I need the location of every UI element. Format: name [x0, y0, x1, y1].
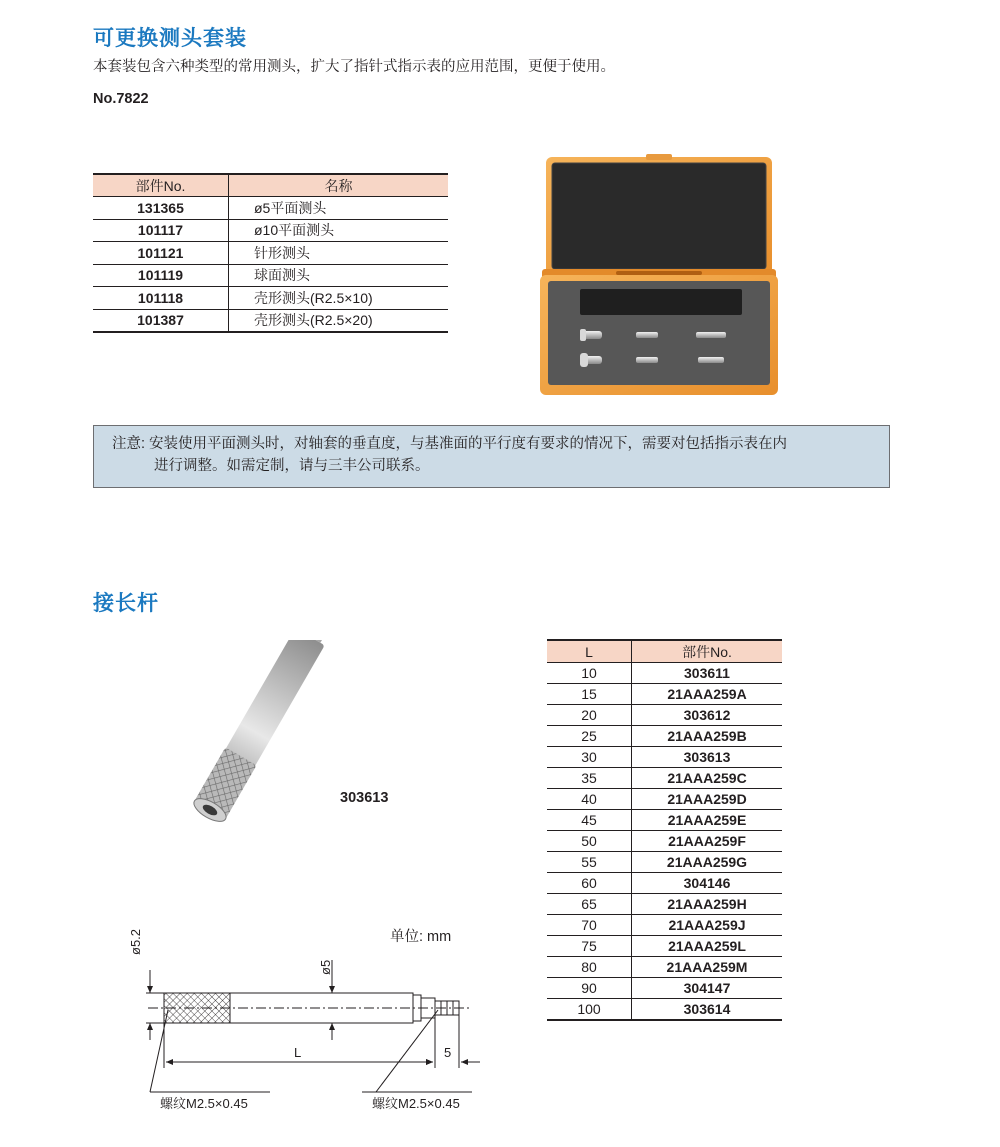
table-row: [547, 768, 782, 789]
table-row: [547, 957, 782, 978]
table-row: [547, 789, 782, 810]
part-number: 21AAA259J: [632, 915, 783, 936]
section-title-extension-rod: 接长杆: [93, 592, 159, 615]
part-number: 101119: [93, 264, 229, 287]
extension-rod-image: [170, 640, 430, 840]
table-row: [93, 197, 448, 220]
part-name: 壳形测头(R2.5×20): [229, 309, 449, 332]
length-value: 20: [547, 705, 632, 726]
table-row: [547, 873, 782, 894]
table-row: [547, 894, 782, 915]
part-number: 21AAA259A: [632, 684, 783, 705]
part-number: 21AAA259F: [632, 831, 783, 852]
part-number: 21AAA259E: [632, 810, 783, 831]
column-header-length: L: [547, 640, 632, 663]
table-row: [547, 684, 782, 705]
section-title-probe-set: 可更换测头套装: [93, 27, 247, 50]
length-value: 40: [547, 789, 632, 810]
unit-label: 单位: mm: [390, 929, 452, 945]
part-name: 球面测头: [229, 264, 449, 287]
length-value: 15: [547, 684, 632, 705]
extension-rod-table: [547, 639, 782, 1021]
length-value: 30: [547, 747, 632, 768]
length-value: 80: [547, 957, 632, 978]
part-number: 21AAA259D: [632, 789, 783, 810]
part-name: ø5平面测头: [229, 197, 449, 220]
length-value: 60: [547, 873, 632, 894]
part-number: 101117: [93, 219, 229, 242]
table-row: [547, 999, 782, 1021]
dimension-length: L: [294, 1045, 302, 1060]
table-row: [93, 264, 448, 287]
table-row: [547, 978, 782, 999]
part-number: 21AAA259M: [632, 957, 783, 978]
table-row: [547, 810, 782, 831]
table-row: [547, 852, 782, 873]
part-number: 131365: [93, 197, 229, 220]
part-number: 304146: [632, 873, 783, 894]
part-number: 21AAA259B: [632, 726, 783, 747]
part-number: 303614: [632, 999, 783, 1021]
part-name: 壳形测头(R2.5×10): [229, 287, 449, 310]
part-number: 21AAA259C: [632, 768, 783, 789]
length-value: 70: [547, 915, 632, 936]
length-value: 100: [547, 999, 632, 1021]
length-value: 75: [547, 936, 632, 957]
table-row: [93, 219, 448, 242]
length-value: 55: [547, 852, 632, 873]
length-value: 25: [547, 726, 632, 747]
length-value: 90: [547, 978, 632, 999]
part-number: 303612: [632, 705, 783, 726]
dimension-dia-left: ø5.2: [128, 928, 143, 955]
probe-parts-table: [93, 173, 448, 333]
part-number: 21AAA259G: [632, 852, 783, 873]
part-name: ø10平面测头: [229, 219, 449, 242]
part-number: 101118: [93, 287, 229, 310]
table-row: [93, 309, 448, 332]
part-number: 21AAA259H: [632, 894, 783, 915]
dimension-thread-length: 5: [444, 1045, 452, 1060]
table-row: [93, 287, 448, 310]
length-value: 45: [547, 810, 632, 831]
note-line-2: 进行调整。如需定制，请与三丰公司联系。: [154, 458, 430, 474]
part-number: 21AAA259L: [632, 936, 783, 957]
table-row: [547, 663, 782, 684]
part-number: 303611: [632, 663, 783, 684]
thread-spec-right: 螺纹M2.5×0.45: [372, 1096, 460, 1111]
table-row: [93, 242, 448, 265]
table-row: [547, 915, 782, 936]
probe-set-case-image: [536, 153, 782, 399]
part-number: 101387: [93, 309, 229, 332]
column-header-part-no: 部件No.: [632, 640, 783, 663]
length-value: 65: [547, 894, 632, 915]
part-number: 303613: [632, 747, 783, 768]
part-number: 101121: [93, 242, 229, 265]
table-row: [547, 831, 782, 852]
column-header-name: 名称: [229, 174, 449, 197]
table-row: [547, 705, 782, 726]
length-value: 35: [547, 768, 632, 789]
photo-part-label: 303613: [340, 790, 389, 806]
table-row: [547, 936, 782, 957]
part-number: 304147: [632, 978, 783, 999]
thread-spec-left: 螺纹M2.5×0.45: [160, 1096, 248, 1111]
length-value: 10: [547, 663, 632, 684]
dimension-dia-mid: ø5: [318, 959, 333, 975]
part-name: 针形测头: [229, 242, 449, 265]
table-row: [547, 747, 782, 768]
section-description: 本套装包含六种类型的常用测头，扩大了指针式指示表的应用范围，更便于使用。: [93, 59, 615, 75]
model-number: No.7822: [93, 91, 149, 107]
column-header-part-no: 部件No.: [93, 174, 229, 197]
length-value: 50: [547, 831, 632, 852]
table-row: [547, 726, 782, 747]
note-line-1: 注意: 安装使用平面测头时，对轴套的垂直度，与基准面的平行度有要求的情况下，需要对包括指示表在内: [112, 436, 788, 452]
note-box: [93, 425, 890, 488]
